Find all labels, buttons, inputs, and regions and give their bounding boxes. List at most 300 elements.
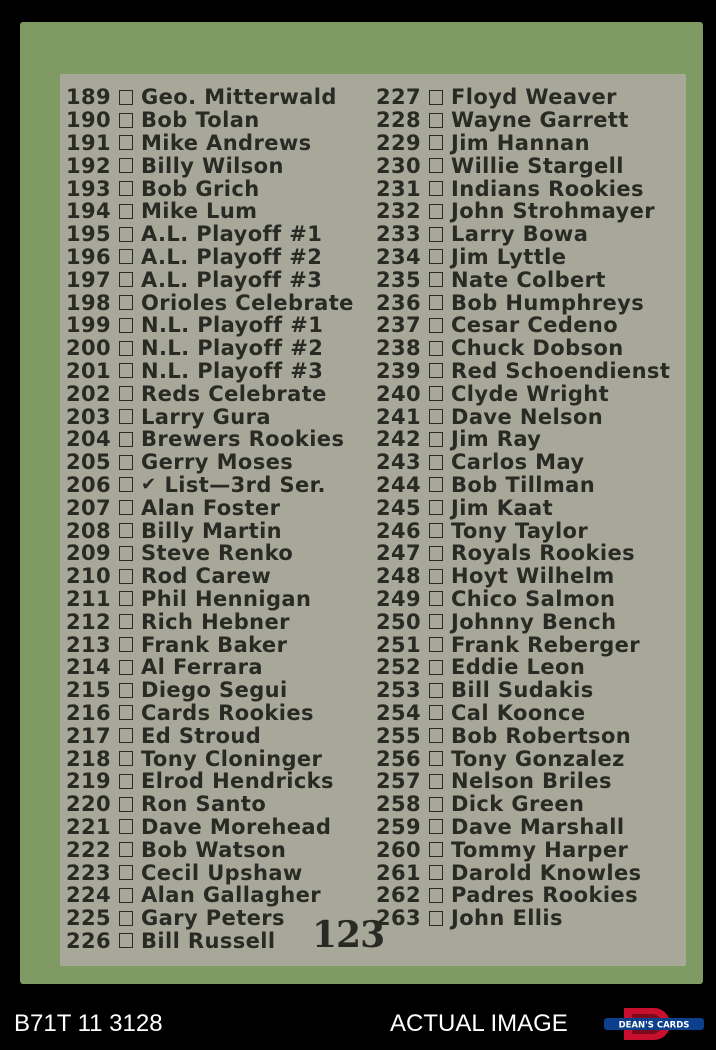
card-index-number: 254 <box>376 700 422 725</box>
player-name: Dick Green <box>451 792 585 817</box>
player-name: Jim Lyttle <box>451 244 567 269</box>
player-name: A.L. Playoff #2 <box>141 244 323 269</box>
checklist-row <box>66 496 354 519</box>
checklist-row <box>66 200 354 223</box>
player-name: Cesar Cedeno <box>451 313 619 338</box>
card-index-number: 261 <box>376 860 422 885</box>
player-name: Clyde Wright <box>451 381 610 406</box>
checkbox-icon[interactable] <box>119 819 133 834</box>
checkbox-icon[interactable] <box>429 591 443 606</box>
checkbox-icon[interactable] <box>119 249 133 264</box>
card-index-number: 242 <box>376 427 422 452</box>
checkbox-icon[interactable] <box>119 90 133 105</box>
card-index-number: 239 <box>376 358 422 383</box>
checkbox-icon[interactable] <box>429 295 443 310</box>
card-index-number: 200 <box>66 336 112 361</box>
card-index-number: 214 <box>66 655 112 680</box>
checklist-row <box>376 360 670 383</box>
checkbox-icon[interactable] <box>119 774 133 789</box>
card-index-number: 221 <box>66 814 112 839</box>
checkbox-icon[interactable] <box>429 660 443 675</box>
checklist-row <box>376 223 670 246</box>
checkbox-icon[interactable] <box>429 341 443 356</box>
checklist-row <box>376 428 670 451</box>
player-name: Dave Marshall <box>451 814 625 839</box>
checklist-row <box>376 702 670 725</box>
checklist-row <box>376 565 670 588</box>
player-name: Alan Foster <box>141 495 281 520</box>
checkbox-icon[interactable] <box>429 888 443 903</box>
player-name: N.L. Playoff #2 <box>141 336 324 361</box>
checklist-row <box>66 314 354 337</box>
player-name: Billy Martin <box>141 518 283 543</box>
card-index-number: 222 <box>66 837 112 862</box>
card-index-number: 244 <box>376 472 422 497</box>
checkbox-icon[interactable] <box>119 113 133 128</box>
player-name: Bob Tillman <box>451 472 596 497</box>
player-name: Bob Robertson <box>451 723 632 748</box>
checklist-row <box>66 177 354 200</box>
card-index-number: 190 <box>66 108 112 133</box>
checklist-row <box>66 702 354 725</box>
checkbox-icon[interactable] <box>119 911 133 926</box>
player-name: Geo. Mitterwald <box>141 85 337 110</box>
checkbox-icon[interactable] <box>119 477 133 492</box>
checklist-row <box>376 519 670 542</box>
checkbox-icon[interactable] <box>429 227 443 242</box>
checkbox-icon[interactable] <box>119 363 133 378</box>
checklist-row <box>66 360 354 383</box>
checklist-left-column <box>66 86 354 952</box>
checkbox-icon[interactable] <box>429 158 443 173</box>
card-index-number: 258 <box>376 792 422 817</box>
checklist-row <box>66 838 354 861</box>
checklist-row <box>66 610 354 633</box>
card-index-number: 252 <box>376 655 422 680</box>
card-index-number: 255 <box>376 723 422 748</box>
card-index-number: 225 <box>66 906 112 931</box>
checkbox-icon[interactable] <box>429 842 443 857</box>
player-name: List—3rd Ser. <box>164 472 326 497</box>
checklist-row <box>66 428 354 451</box>
checkbox-icon[interactable] <box>429 363 443 378</box>
card-index-number: 194 <box>66 199 112 224</box>
player-name: Bill Sudakis <box>451 678 594 703</box>
checklist-row <box>376 109 670 132</box>
card-number: 123 <box>312 914 385 956</box>
card-index-number: 230 <box>376 153 422 178</box>
checklist-row <box>376 496 670 519</box>
checkbox-icon[interactable] <box>429 181 443 196</box>
checklist-row <box>376 177 670 200</box>
checkbox-icon[interactable] <box>119 158 133 173</box>
checklist-row <box>66 542 354 565</box>
card-index-number: 192 <box>66 153 112 178</box>
checkbox-icon[interactable] <box>119 227 133 242</box>
checklist-row <box>66 154 354 177</box>
checkbox-icon[interactable] <box>429 546 443 561</box>
checkbox-icon[interactable] <box>119 204 133 219</box>
checkbox-icon[interactable] <box>429 318 443 333</box>
player-name: Nelson Briles <box>451 769 612 794</box>
card-index-number: 196 <box>66 244 112 269</box>
player-name: Phil Hennigan <box>141 586 312 611</box>
checkbox-icon[interactable] <box>119 409 133 424</box>
checklist-row <box>66 816 354 839</box>
player-name: N.L. Playoff #3 <box>141 358 324 383</box>
player-name: Frank Reberger <box>451 632 641 657</box>
actual-image-label: ACTUAL IMAGE <box>390 1010 568 1037</box>
player-name: Bob Watson <box>141 837 287 862</box>
player-name: Billy Wilson <box>141 153 284 178</box>
card-index-number: 231 <box>376 176 422 201</box>
checklist-row <box>376 679 670 702</box>
checklist-row <box>376 246 670 269</box>
card-index-number: 211 <box>66 586 112 611</box>
card-index-number: 229 <box>376 131 422 155</box>
player-name: Royals Rookies <box>451 541 635 566</box>
checklist-row <box>66 679 354 702</box>
card-index-number: 256 <box>376 746 422 771</box>
checklist-row <box>66 223 354 246</box>
checkbox-icon[interactable] <box>429 797 443 812</box>
card-index-number: 235 <box>376 267 422 292</box>
player-name: Tony Cloninger <box>141 746 323 771</box>
checkbox-icon[interactable] <box>119 455 133 470</box>
checkbox-icon[interactable] <box>119 546 133 561</box>
card-index-number: 203 <box>66 404 112 429</box>
checklist-row <box>376 542 670 565</box>
checklist-row <box>66 132 354 155</box>
checklist-row <box>376 474 670 497</box>
card-index-number: 208 <box>66 518 112 543</box>
checklist-row <box>66 724 354 747</box>
checklist-row <box>66 884 354 907</box>
player-name: Red Schoendienst <box>451 358 671 383</box>
checklist-right-column <box>376 86 670 929</box>
player-name: Wayne Garrett <box>451 108 629 133</box>
player-name: Cal Koonce <box>451 700 586 725</box>
checklist-row <box>66 633 354 656</box>
checkbox-icon[interactable] <box>119 295 133 310</box>
player-name: Al Ferrara <box>141 655 263 680</box>
card-index-number: 206 <box>66 472 112 497</box>
item-code: B71T 11 3128 <box>14 1010 163 1037</box>
player-name: Chuck Dobson <box>451 336 624 361</box>
player-name: A.L. Playoff #1 <box>141 222 323 247</box>
player-name: Indians Rookies <box>451 176 644 201</box>
checklist-row <box>66 929 354 952</box>
checkbox-icon[interactable] <box>119 797 133 812</box>
checklist-row <box>376 793 670 816</box>
checklist-row <box>376 724 670 747</box>
player-name: Mike Andrews <box>141 131 312 155</box>
checkbox-icon[interactable] <box>429 500 443 515</box>
checkbox-icon[interactable] <box>119 135 133 150</box>
player-name: Bob Humphreys <box>451 290 645 315</box>
player-name: Eddie Leon <box>451 655 586 680</box>
checklist-row <box>66 382 354 405</box>
player-name: Jim Ray <box>451 427 542 452</box>
checklist-row <box>66 109 354 132</box>
checklist-row <box>66 588 354 611</box>
card-index-number: 228 <box>376 108 422 133</box>
player-name: John Ellis <box>451 906 563 931</box>
card-index-number: 223 <box>66 860 112 885</box>
checklist-row <box>376 861 670 884</box>
checklist-row <box>66 405 354 428</box>
card-index-number: 246 <box>376 518 422 543</box>
checklist-row <box>66 474 354 497</box>
checklist-row <box>376 770 670 793</box>
checklist-row <box>66 656 354 679</box>
checkbox-icon[interactable] <box>429 113 443 128</box>
checkbox-icon[interactable] <box>429 705 443 720</box>
player-name: Frank Baker <box>141 632 288 657</box>
checkbox-icon[interactable] <box>429 751 443 766</box>
card-index-number: 209 <box>66 541 112 566</box>
checklist-row <box>376 314 670 337</box>
checkbox-icon[interactable] <box>429 90 443 105</box>
player-name: Larry Bowa <box>451 222 589 247</box>
player-name: Dave Morehead <box>141 814 332 839</box>
card-index-number: 250 <box>376 609 422 634</box>
checkbox-icon[interactable] <box>119 500 133 515</box>
card-index-number: 215 <box>66 678 112 703</box>
card-index-number: 234 <box>376 244 422 269</box>
checkbox-icon[interactable] <box>429 569 443 584</box>
player-name: Tony Taylor <box>451 518 589 543</box>
card-index-number: 251 <box>376 632 422 657</box>
card-index-number: 193 <box>66 176 112 201</box>
checkbox-icon[interactable] <box>119 341 133 356</box>
checkbox-icon[interactable] <box>429 272 443 287</box>
checklist-row <box>66 565 354 588</box>
player-name: Bob Tolan <box>141 108 260 133</box>
player-name: Larry Gura <box>141 404 271 429</box>
card-index-number: 199 <box>66 313 112 338</box>
card-index-number: 216 <box>66 700 112 725</box>
checklist-row <box>376 200 670 223</box>
checkbox-icon[interactable] <box>429 637 443 652</box>
checkbox-icon[interactable] <box>429 728 443 743</box>
checklist-row <box>376 838 670 861</box>
checkbox-icon[interactable] <box>119 386 133 401</box>
player-name: Bob Grich <box>141 176 260 201</box>
checkbox-icon[interactable] <box>119 637 133 652</box>
player-name: Mike Lum <box>141 199 258 224</box>
player-name: Reds Celebrate <box>141 381 327 406</box>
card-index-number: 248 <box>376 564 422 589</box>
player-name: Tommy Harper <box>451 837 629 862</box>
card-index-number: 220 <box>66 792 112 817</box>
checklist-row <box>376 405 670 428</box>
checkbox-icon[interactable] <box>119 569 133 584</box>
card-index-number: 212 <box>66 609 112 634</box>
checklist-row <box>66 861 354 884</box>
player-name: Rich Hebner <box>141 609 290 634</box>
checkbox-icon[interactable] <box>429 683 443 698</box>
checkbox-icon[interactable] <box>429 774 443 789</box>
card-index-number: 198 <box>66 290 112 315</box>
card-index-number: 243 <box>376 450 422 475</box>
logo-text: DEAN'S CARDS <box>618 1020 690 1031</box>
player-name: Steve Renko <box>141 541 294 566</box>
checklist-row <box>376 291 670 314</box>
card-index-number: 201 <box>66 358 112 383</box>
player-name: Hoyt Wilhelm <box>451 564 615 589</box>
card-index-number: 253 <box>376 678 422 703</box>
card-index-number: 218 <box>66 746 112 771</box>
check-mark-icon: ✔ <box>141 474 157 496</box>
checkbox-icon[interactable] <box>119 614 133 629</box>
player-name: Willie Stargell <box>451 153 624 178</box>
checkbox-icon[interactable] <box>119 432 133 447</box>
card-index-number: 227 <box>376 85 422 110</box>
player-name: Brewers Rookies <box>141 427 345 452</box>
checklist-row <box>66 337 354 360</box>
checklist-row <box>376 633 670 656</box>
player-name: Cards Rookies <box>141 700 314 725</box>
card-index-number: 207 <box>66 495 112 520</box>
checkbox-icon[interactable] <box>119 523 133 538</box>
checkbox-icon[interactable] <box>119 272 133 287</box>
player-name: John Strohmayer <box>451 199 656 224</box>
checkbox-icon[interactable] <box>429 409 443 424</box>
player-name: Gary Peters <box>141 906 285 931</box>
checkbox-icon[interactable] <box>429 432 443 447</box>
checkbox-icon[interactable] <box>119 705 133 720</box>
player-name: Bill Russell <box>141 928 276 953</box>
card-index-number: 197 <box>66 267 112 292</box>
checklist-row <box>66 268 354 291</box>
checkbox-icon[interactable] <box>119 842 133 857</box>
checklist-row <box>376 656 670 679</box>
card-index-number: 249 <box>376 586 422 611</box>
checklist-row <box>376 268 670 291</box>
checkbox-icon[interactable] <box>429 135 443 150</box>
card-index-number: 202 <box>66 381 112 406</box>
checkbox-icon[interactable] <box>429 614 443 629</box>
checkbox-icon[interactable] <box>429 911 443 926</box>
checklist-row <box>376 337 670 360</box>
player-name: Floyd Weaver <box>451 85 617 110</box>
card-index-number: 191 <box>66 131 112 155</box>
card-index-number: 241 <box>376 404 422 429</box>
checkbox-icon[interactable] <box>429 865 443 880</box>
card-index-number: 210 <box>66 564 112 589</box>
card-index-number: 237 <box>376 313 422 338</box>
card-index-number: 236 <box>376 290 422 315</box>
player-name: Cecil Upshaw <box>141 860 303 885</box>
player-name: Darold Knowles <box>451 860 642 885</box>
player-name: Ron Santo <box>141 792 267 817</box>
player-name: Elrod Hendricks <box>141 769 334 794</box>
checklist-row <box>66 747 354 770</box>
checkbox-icon[interactable] <box>429 523 443 538</box>
checklist-row <box>66 291 354 314</box>
card-index-number: 240 <box>376 381 422 406</box>
checklist-row <box>376 132 670 155</box>
checkbox-icon[interactable] <box>429 386 443 401</box>
checklist-row <box>66 793 354 816</box>
card-index-number: 204 <box>66 427 112 452</box>
card-index-number: 257 <box>376 769 422 794</box>
checklist-row <box>66 907 354 930</box>
card-index-number: 247 <box>376 541 422 566</box>
player-name: Jim Kaat <box>451 495 554 520</box>
card-index-number: 232 <box>376 199 422 224</box>
checklist-row <box>376 610 670 633</box>
player-name: N.L. Playoff #1 <box>141 313 324 338</box>
card-index-number: 226 <box>66 928 112 953</box>
checkbox-icon[interactable] <box>429 819 443 834</box>
card-index-number: 195 <box>66 222 112 247</box>
checkbox-icon[interactable] <box>119 660 133 675</box>
checkbox-icon[interactable] <box>429 455 443 470</box>
checklist-row <box>376 86 670 109</box>
checklist-row <box>376 907 670 930</box>
player-name: A.L. Playoff #3 <box>141 267 323 292</box>
checkbox-icon[interactable] <box>119 728 133 743</box>
player-name: Ed Stroud <box>141 723 262 748</box>
card-index-number: 262 <box>376 883 422 908</box>
card-index-number: 259 <box>376 814 422 839</box>
player-name: Gerry Moses <box>141 450 294 475</box>
checkbox-icon[interactable] <box>119 683 133 698</box>
player-name: Rod Carew <box>141 564 272 589</box>
deans-cards-logo <box>604 1004 704 1044</box>
checkbox-icon[interactable] <box>429 477 443 492</box>
checkbox-icon[interactable] <box>429 249 443 264</box>
card-index-number: 217 <box>66 723 112 748</box>
checklist-row <box>376 451 670 474</box>
player-name: Orioles Celebrate <box>141 290 354 315</box>
checkbox-icon[interactable] <box>119 591 133 606</box>
card-index-number: 224 <box>66 883 112 908</box>
player-name: Tony Gonzalez <box>451 746 625 771</box>
checkbox-icon[interactable] <box>119 318 133 333</box>
checklist-row <box>376 588 670 611</box>
card-index-number: 245 <box>376 495 422 520</box>
checklist-row <box>376 382 670 405</box>
checklist-row <box>66 519 354 542</box>
checkbox-icon[interactable] <box>119 751 133 766</box>
card-index-number: 233 <box>376 222 422 247</box>
player-name: Nate Colbert <box>451 267 606 292</box>
checkbox-icon[interactable] <box>119 865 133 880</box>
player-name: Diego Segui <box>141 678 288 703</box>
checklist-row <box>66 770 354 793</box>
card-index-number: 263 <box>376 906 422 931</box>
checkbox-icon[interactable] <box>119 181 133 196</box>
checkbox-icon[interactable] <box>429 204 443 219</box>
player-name: Dave Nelson <box>451 404 604 429</box>
checklist-row <box>376 154 670 177</box>
checkbox-icon[interactable] <box>119 933 133 948</box>
checklist-row <box>376 747 670 770</box>
checklist-row <box>66 86 354 109</box>
player-name: Jim Hannan <box>451 131 590 155</box>
checkbox-icon[interactable] <box>119 888 133 903</box>
card-index-number: 238 <box>376 336 422 361</box>
card-index-number: 213 <box>66 632 112 657</box>
checklist-row <box>66 451 354 474</box>
card-index-number: 219 <box>66 769 112 794</box>
player-name: Carlos May <box>451 450 585 475</box>
card-index-number: 205 <box>66 450 112 475</box>
player-name: Johnny Bench <box>451 609 617 634</box>
